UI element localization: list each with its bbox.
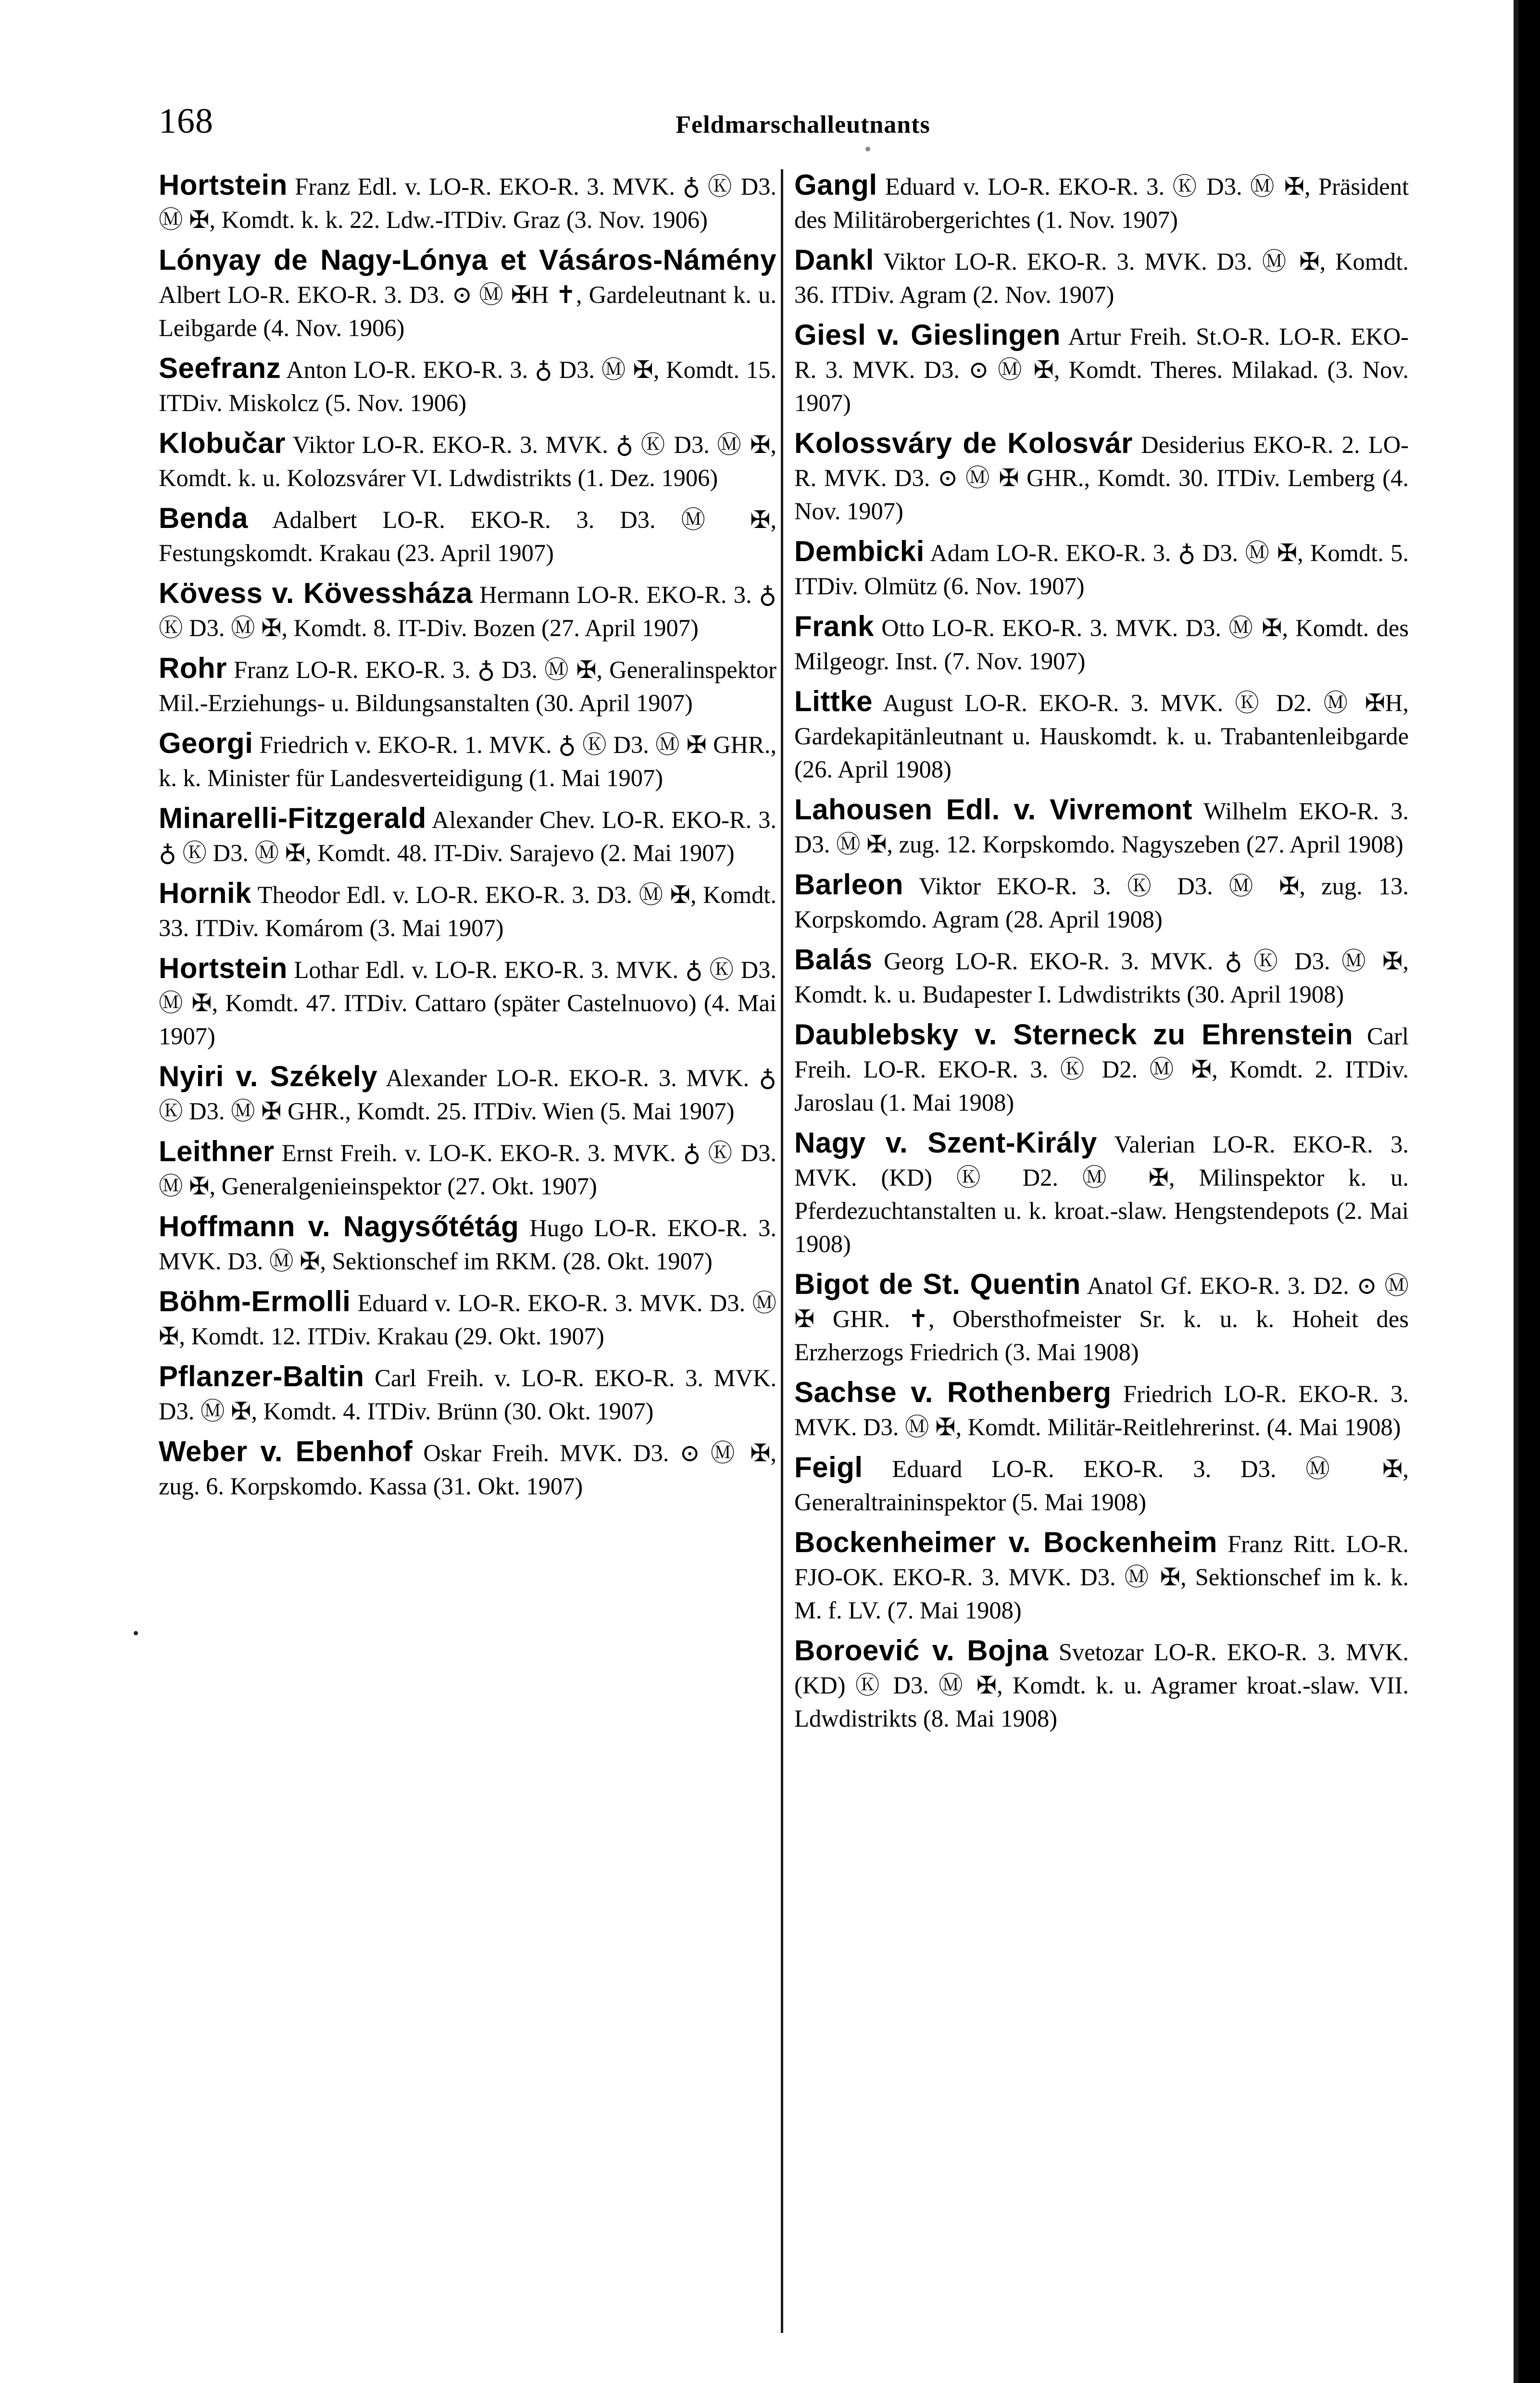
margin-mark (134, 1631, 138, 1635)
officer-name: Kolossváry de Kolosvár (794, 427, 1133, 459)
list-item (794, 1526, 1409, 1627)
officer-name: Kövess v. Kövessháza (159, 577, 473, 609)
officer-details: Adalbert LO-R. EKO-R. 3. D3. Ⓜ ✠, Festungskomdt. Krakau (23. April 1907) (159, 506, 776, 566)
officer-details: Wilhelm EKO-R. 3. D3. Ⓜ ✠, zug. 12. Korpskomdo. Nagyszeben (27. April 1908) (794, 798, 1409, 858)
list-item (159, 1360, 776, 1428)
officer-details: Hermann LO-R. EKO-R. 3. ♁ Ⓚ D3. Ⓜ ✠, Komdt. 8. IT-Div. Bozen (27. April 1907) (159, 581, 776, 641)
officer-details: Viktor EKO-R. 3. Ⓚ D3. Ⓜ ✠, zug. 13. Korpskomdo. Agram (28. April 1908) (794, 873, 1409, 933)
list-item (159, 877, 776, 945)
officer-name: Weber v. Ebenhof (159, 1435, 413, 1467)
list-item (794, 535, 1409, 603)
officer-name: Dembicki (794, 535, 925, 567)
list-item (794, 868, 1409, 936)
list-item (159, 1210, 776, 1278)
officer-name: Barleon (794, 868, 903, 901)
officer-name: Nyiri v. Székely (159, 1060, 378, 1092)
officer-name: Hoffmann v. Nagysőtétág (159, 1210, 519, 1242)
list-item (794, 943, 1409, 1011)
list-item (159, 243, 776, 345)
officer-name: Giesl v. Gieslingen (794, 319, 1061, 351)
officer-name: Balás (794, 943, 873, 976)
list-item (159, 1435, 776, 1503)
officer-details: Hugo LO-R. EKO-R. 3. MVK. D3. Ⓜ ✠, Sektionschef im RKM. (28. Okt. 1907) (159, 1215, 776, 1275)
officer-details: Svetozar LO-R. EKO-R. 3. MVK. (KD) Ⓚ D3. Ⓜ ✠, Komdt. k. u. Agramer kroat.-slaw. VII. Ldwdistrikts (8. Mai 1908) (794, 1639, 1409, 1732)
officer-details: Adam LO-R. EKO-R. 3. ♁ D3. Ⓜ ✠, Komdt. 5. ITDiv. Olmütz (6. Nov. 1907) (794, 539, 1409, 600)
officer-details: Franz LO-R. EKO-R. 3. ♁ D3. Ⓜ ✠, Generalinspektor Mil.-Erziehungs- u. Bildungsanstalten (30. April 1907) (159, 656, 776, 716)
list-item (159, 577, 776, 645)
officer-details: Artur Freih. St.O-R. LO-R. EKO-R. 3. MVK. D3. ⊙ Ⓜ ✠, Komdt. Theres. Milakad. (3. Nov. 1907) (794, 323, 1409, 416)
list-item (794, 1634, 1409, 1735)
officer-name: Bigot de St. Quentin (794, 1268, 1081, 1300)
officer-name: Georgi (159, 727, 253, 759)
officer-name: Minarelli-Fitzgerald (159, 802, 426, 834)
officer-name: Frank (794, 610, 874, 642)
column-divider (781, 169, 783, 2333)
officer-name: Leithner (159, 1135, 275, 1167)
officer-details: Anton LO-R. EKO-R. 3. ♁ D3. Ⓜ ✠, Komdt. 15. ITDiv. Miskolcz (5. Nov. 1906) (159, 356, 776, 416)
list-item (159, 802, 776, 870)
officer-name: Feigl (794, 1451, 863, 1483)
officer-name: Hortstein (159, 169, 288, 201)
officer-details: Lothar Edl. v. LO-R. EKO-R. 3. MVK. ♁ Ⓚ D3. Ⓜ ✠, Komdt. 47. ITDiv. Cattaro (später Castelnuovo) (4. Mai 1907) (159, 956, 776, 1050)
list-item (159, 351, 776, 420)
list-item (794, 1376, 1409, 1444)
officer-details: Carl Freih. v. LO-R. EKO-R. 3. MVK. D3. Ⓜ ✠, Komdt. 4. ITDiv. Brünn (30. Okt. 1907) (159, 1365, 776, 1425)
list-item (794, 610, 1409, 678)
officer-details: Georg LO-R. EKO-R. 3. MVK. ♁ Ⓚ D3. Ⓜ ✠, Komdt. k. u. Budapester I. Ldwdistrikts (30. April 1908) (794, 948, 1409, 1008)
officer-details: Anatol Gf. EKO-R. 3. D2. ⊙ Ⓜ ✠ GHR. ✝, Obersthofmeister Sr. k. u. k. Hoheit des Erzherzogs Friedrich (3. Mai 1908) (794, 1272, 1409, 1366)
officer-details: Franz Edl. v. LO-R. EKO-R. 3. MVK. ♁ Ⓚ D3. Ⓜ ✠, Komdt. k. k. 22. Ldw.-ITDiv. Graz (3. Nov. 1906) (159, 173, 776, 233)
page-number: 168 (159, 101, 213, 141)
list-item (159, 652, 776, 720)
officer-name: Klobučar (159, 427, 286, 459)
right-column (794, 168, 1409, 1742)
left-column (159, 168, 776, 1510)
officer-name: Pflanzer-Baltin (159, 1360, 364, 1392)
officer-details: Alexander LO-R. EKO-R. 3. MVK. ♁ Ⓚ D3. Ⓜ ✠ GHR., Komdt. 25. ITDiv. Wien (5. Mai 1907) (159, 1065, 776, 1125)
margin-mark (865, 147, 870, 151)
running-head: Feldmarschalleutnants (676, 111, 930, 138)
officer-details: Otto LO-R. EKO-R. 3. MVK. D3. Ⓜ ✠, Komdt. des Milgeogr. Inst. (7. Nov. 1907) (794, 615, 1409, 675)
list-item (794, 1018, 1409, 1119)
officer-details: Viktor LO-R. EKO-R. 3. MVK. D3. Ⓜ ✠, Komdt. 36. ITDiv. Agram (2. Nov. 1907) (794, 248, 1409, 308)
officer-details: Eduard v. LO-R. EKO-R. 3. Ⓚ D3. Ⓜ ✠, Präsident des Militärobergerichtes (1. Nov. 1907) (794, 173, 1409, 233)
officer-name: Gangl (794, 169, 877, 201)
list-item (159, 502, 776, 570)
officer-name: Littke (794, 685, 873, 717)
officer-name: Hortstein (159, 952, 288, 984)
officer-details: Friedrich LO-R. EKO-R. 3. MVK. D3. Ⓜ ✠, Komdt. Militär-Reitlehrerinst. (4. Mai 1908) (794, 1380, 1409, 1441)
officer-name: Hornik (159, 877, 252, 909)
list-item (794, 318, 1409, 420)
officer-details: Theodor Edl. v. LO-R. EKO-R. 3. D3. Ⓜ ✠, Komdt. 33. ITDiv. Komárom (3. Mai 1907) (159, 881, 776, 941)
list-item (794, 1451, 1409, 1519)
list-item (794, 685, 1409, 786)
officer-name: Benda (159, 502, 248, 534)
officer-details: Valerian LO-R. EKO-R. 3. MVK. (KD) Ⓚ D2. Ⓜ ✠, Milinspektor k. u. Pferdezuchtanstalten u. k. kroat.-slaw. Hengstendepots (2. Mai 1908) (794, 1131, 1409, 1257)
officer-name: Nagy v. Szent-Király (794, 1127, 1097, 1159)
officer-name: Seefranz (159, 352, 281, 384)
officer-details: Eduard LO-R. EKO-R. 3. D3. Ⓜ ✠, Generaltraininspektor (5. Mai 1908) (794, 1455, 1409, 1516)
officer-details: Oskar Freih. MVK. D3. ⊙ Ⓜ ✠, zug. 6. Korpskomdo. Kassa (31. Okt. 1907) (159, 1440, 777, 1500)
list-item (794, 426, 1409, 528)
officer-name: Rohr (159, 652, 227, 684)
list-item (794, 793, 1409, 861)
list-item (794, 1267, 1409, 1369)
list-item (794, 243, 1409, 312)
officer-details: Albert LO-R. EKO-R. 3. D3. ⊙ Ⓜ ✠H ✝, Gardeleutnant k. u. Leibgarde (4. Nov. 1906) (159, 281, 776, 341)
list-item (159, 168, 776, 237)
officer-details: Franz Ritt. LO-R. FJO-OK. EKO-R. 3. MVK. D3. Ⓜ ✠, Sektionschef im k. k. M. f. LV. (7. Mai 1908) (794, 1530, 1409, 1624)
officer-details: Desiderius EKO-R. 2. LO-R. MVK. D3. ⊙ Ⓜ ✠ GHR., Komdt. 30. ITDiv. Lemberg (4. Nov. 1907) (794, 431, 1409, 525)
officer-details: August LO-R. EKO-R. 3. MVK. Ⓚ D2. Ⓜ ✠H, Gardekapitänleutnant u. Hauskomdt. k. u. Trabantenleibgarde (26. April 1908) (794, 690, 1409, 783)
officer-details: Eduard v. LO-R. EKO-R. 3. MVK. D3. Ⓜ ✠, Komdt. 12. ITDiv. Krakau (29. Okt. 1907) (159, 1290, 776, 1350)
officer-details: Ernst Freih. v. LO-K. EKO-R. 3. MVK. ♁ Ⓚ D3. Ⓜ ✠, Generalgenieinspektor (27. Okt. 1907) (159, 1140, 776, 1200)
list-item (159, 1060, 776, 1128)
officer-details: Alexander Chev. LO-R. EKO-R. 3. ♁ Ⓚ D3. Ⓜ ✠, Komdt. 48. IT-Div. Sarajevo (2. Mai 1907) (159, 806, 776, 866)
officer-details: Viktor LO-R. EKO-R. 3. MVK. ♁ Ⓚ D3. Ⓜ ✠, Komdt. k. u. Kolozsvárer VI. Ldwdistrikts (1. Dez. 1906) (159, 431, 776, 491)
list-item (159, 426, 776, 495)
officer-name: Sachse v. Rothenberg (794, 1376, 1112, 1408)
officer-name: Lahousen Edl. v. Vivremont (794, 793, 1192, 826)
officer-name: Daublebsky v. Sterneck zu Ehrenstein (794, 1018, 1353, 1051)
officer-name: Boroević v. Bojna (794, 1634, 1049, 1667)
list-item (159, 952, 776, 1053)
list-item (159, 727, 776, 795)
officer-details: Friedrich v. EKO-R. 1. MVK. ♁ Ⓚ D3. Ⓜ ✠ GHR., k. k. Minister für Landesverteidigung (1. Mai 1907) (159, 731, 776, 791)
officer-name: Bockenheimer v. Bockenheim (794, 1526, 1217, 1558)
officer-name: Böhm-Ermolli (159, 1285, 351, 1317)
list-item (159, 1285, 776, 1353)
list-item (794, 168, 1409, 237)
officer-name: Lónyay de Nagy-Lónya et Vásáros-Námény (159, 244, 776, 276)
list-item (159, 1135, 776, 1203)
officer-details: Carl Freih. LO-R. EKO-R. 3. Ⓚ D2. Ⓜ ✠, Komdt. 2. ITDiv. Jaroslau (1. Mai 1908) (794, 1023, 1409, 1116)
officer-name: Dankl (794, 244, 874, 276)
list-item (794, 1126, 1409, 1261)
